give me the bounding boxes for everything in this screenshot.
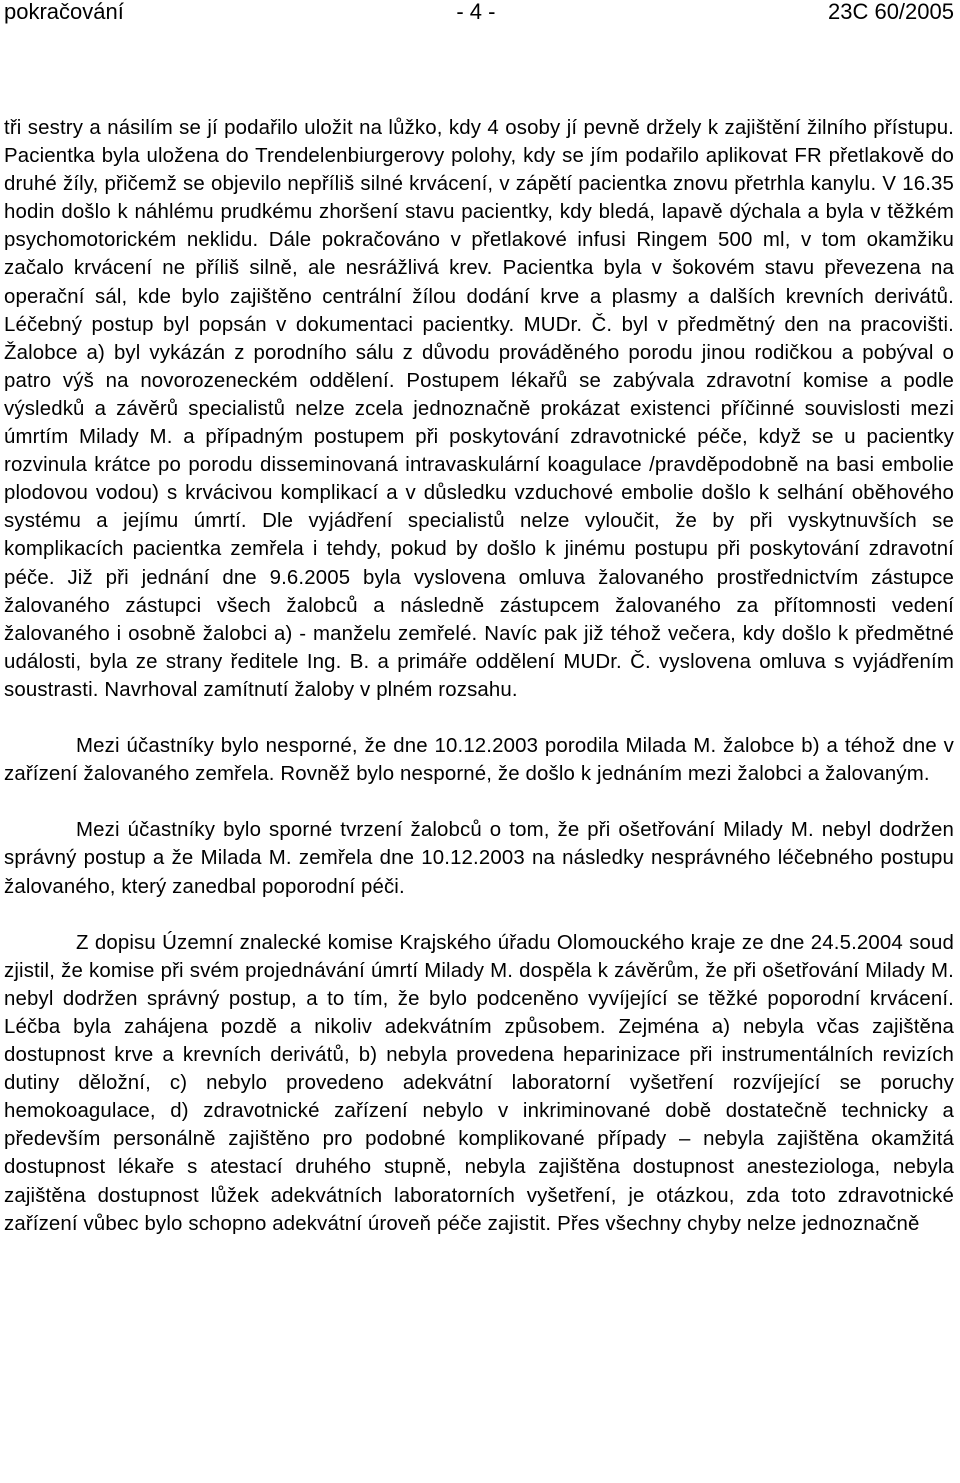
paragraph: Mezi účastníky bylo nesporné, že dne 10.12.2003 porodila Milada M. žalobce b) a téhož dne v zařízení žalovaného zemřela. Rovněž bylo nesporné, že došlo k jednáním mezi žalobci a žalovaným. bbox=[4, 735, 954, 786]
paragraph: tři sestry a násilím se jí podařilo uložit na lůžko, kdy 4 osoby jí pevně držely k zajištění žilního přístupu. Pacientka byla uložena do Trendelenbiurgerovy polohy, kdy se jím podařilo aplikovat FR přetlakově do druhé žíly, přičemž se objevilo nepříliš silné krvácení, v zápětí pacientka znovu přetrhla kanylu. V 16.35 hodin došlo k náhlému prudkému zhoršení stavu pacientky, kdy bledá, lapavě dýchala a byla v těžkém psychomotorickém neklidu. Dále pokračováno v přetlakové infusi Ringem 500 ml, v tom okamžiku začalo krvácení ne příliš silně, ale nesrážlivá krev. Pacientka byla v šokovém stavu převezena na operační sál, kde bylo zajištěno centrální žílou dodání krve a plasmy a dalších krevních derivátů. Léčebný postup byl popsán v dokumentaci pacientky. MUDr. Č. byl v předmětný den na pracovišti. Žalobce a) byl vykázán z porodního sálu z důvodu prováděného porodu jinou rodičkou a pobýval o patro výš na novorozeneckém oddělení. Postupem lékařů se zabývala zdravotní komise a podle výsledků a závěrů specialistů nelze zcela jednoznačně prokázat existenci příčinné souvislosti mezi úmrtím Milady M. a případným postupem při poskytování zdravotnické péče, když se u pacientky rozvinula krátce po porodu disseminovaná intravaskulární koagulace /pravděpodobně na basi embolie plodovou vodou) s krvácivou komplikací a v důsledku vzduchové embolie došlo k selhání oběhového systému a jejímu úmrtí. Dle vyjádření specialistů nelze vyloučit, že by při vyskytnuvších se komplikacích pacientka zemřela i tehdy, pokud by došlo k jinému postupu při poskytování zdravotní péče. Již při jednání dne 9.6.2005 byla vyslovena omluva žalovaného prostřednictvím zástupce žalovaného zástupci všech žalobců a následně zástupcem žalovaného za přítomnosti vedení žalovaného i osobně žalobci a) - manželu zemřelé. Navíc pak již téhož večera, kdy došlo k předmětné události, byla ze strany ředitele Ing. B. a primáře oddělení MUDr. Č. vyslovena omluva s vyjádřením soustrasti. Navrhoval zamítnutí žaloby v plném rozsahu. bbox=[4, 117, 954, 701]
header-case-number: 23C 60/2005 bbox=[827, 0, 954, 24]
paragraph: Mezi účastníky bylo sporné tvrzení žalobců o tom, že při ošetřování Milady M. nebyl dodržen správný postup a že Milada M. zemřela dne 10.12.2003 na následky nesprávného léčebného postupu žalovaného, který zanedbal poporodní péči. bbox=[4, 819, 954, 898]
page-header bbox=[4, 0, 954, 26]
header-continuation-label: pokračování bbox=[4, 0, 124, 24]
paragraph: Z dopisu Územní znalecké komise Krajského úřadu Olomouckého kraje ze dne 24.5.2004 soud zjistil, že komise při svém projednávání úmrtí Milady M. dospěla k závěrům, že při ošetřování Milady M. nebyl dodržen správný postup, a to tím, že bylo podceněno vyvíjející se těžké poporodní krvácení. Léčba byla zahájena pozdě a nikoliv adekvátním způsobem. Zejména a) nebyla včas zajištěna dostupnost krve a krevních derivátů, b) nebyla provedena heparinizace při instrumentálních revizích dutiny děložní, c) nebylo provedeno adekvátní laboratorní vyšetření rozvíjející se poruchy hemokoagulace, d) zdravotnické zařízení nebylo v inkriminované době dostatečně technicky a především personálně zajištěno pro podobné komplikované případy – nebyla zajištěna okamžitá dostupnost lékaře s atestací druhého stupně, nebyla zajištěna dostupnost anesteziologa, nebyla zajištěna dostupnost lůžek adekvátních laboratorních vyšetření, je otázkou, zda toto zdravotnické zařízení vůbec bylo schopno adekvátní úroveň péče zajistit. Přes všechny chyby nelze jednoznačně bbox=[4, 931, 954, 1235]
document-body bbox=[4, 114, 954, 1238]
header-page-number: - 4 - bbox=[456, 0, 496, 24]
